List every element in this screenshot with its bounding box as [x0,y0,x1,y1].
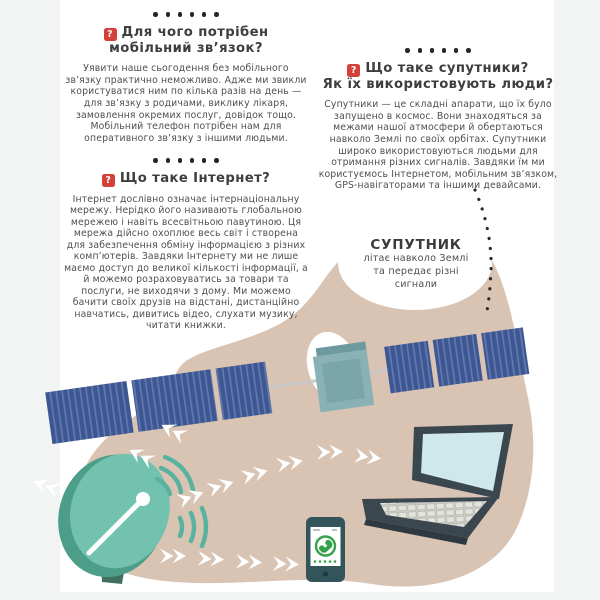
dots-decor [318,48,558,53]
bubble-title: СУПУТНИК [370,237,462,253]
bubble-line: літає навколо Землі [363,253,469,264]
speech-bubble-text [338,237,494,292]
smartphone-icon [306,517,345,582]
section-body-mobile: Уявити наше сьогодення без мобільного зв’язку практично неможливо. Адже ми звикли користуватися ним по кілька разів на день — для зв’язку з родичами, виклику лікаря, замовлення окремих послуг, довідок тощо. Мобільний телефон потрібен нам для оперативного зв’язку з іншими людьми. [65,63,307,144]
phone-home-button [323,571,328,576]
signal-arrow-icon [31,475,61,498]
satellite-body [312,341,374,412]
section-body-internet: Інтернет дослівно означає інтернаціональну мережу. Нерідко його називають глобальною мережею і навіть всесвітньою павутиною. Ця мережа дійсно охоплює весь світ і створена для забезпечення обміну інформацією з різних комп’ютерів. Завдяки Інтернету ми не лише маємо доступ до великої кількості інформації, а й можемо розраховуватись за товари та послуги, не виходячи з дому. Ми можемо бачити своїх друзів на відстані, дистанційно навчатись, дивитись відео, слухати музику, читати книжки. [64,193,308,332]
section-body-satellites: Супутники — це складні апарати, що їх було запущено в космос. Вони знаходяться за межами нашої атмосфери й обертаються навколо Землі по своїх орбітах. Супутники широко використовуються людьми для отримання різних сигналів. Завдяки їм ми користуємось Інтернетом, мобільним зв’язком, GPS-навігаторами та іншими девайсами. [318,99,558,192]
right-column [318,44,558,192]
section-title-mobile-line2: мобільний зв’язок? [109,40,263,56]
phone-call-icon [316,537,335,556]
section-title-internet: ? Що таке Інтернет? [64,171,308,187]
question-icon: ? [104,28,117,41]
section-title-mobile: ? Для чого потрібен [64,25,308,41]
left-column [64,8,308,332]
bubble-line: сигнали [394,278,438,290]
dots-decor [64,12,308,17]
dots-decor [64,158,308,163]
question-icon: ? [347,64,360,77]
dish-feed-dot [136,492,150,506]
bubble-line: та передає різні [373,265,459,277]
section-title-satellites: ? Що таке супутники? [318,61,558,77]
question-icon: ? [102,174,115,187]
section-title-satellites-line2: Як їх використовують люди? [322,76,554,92]
